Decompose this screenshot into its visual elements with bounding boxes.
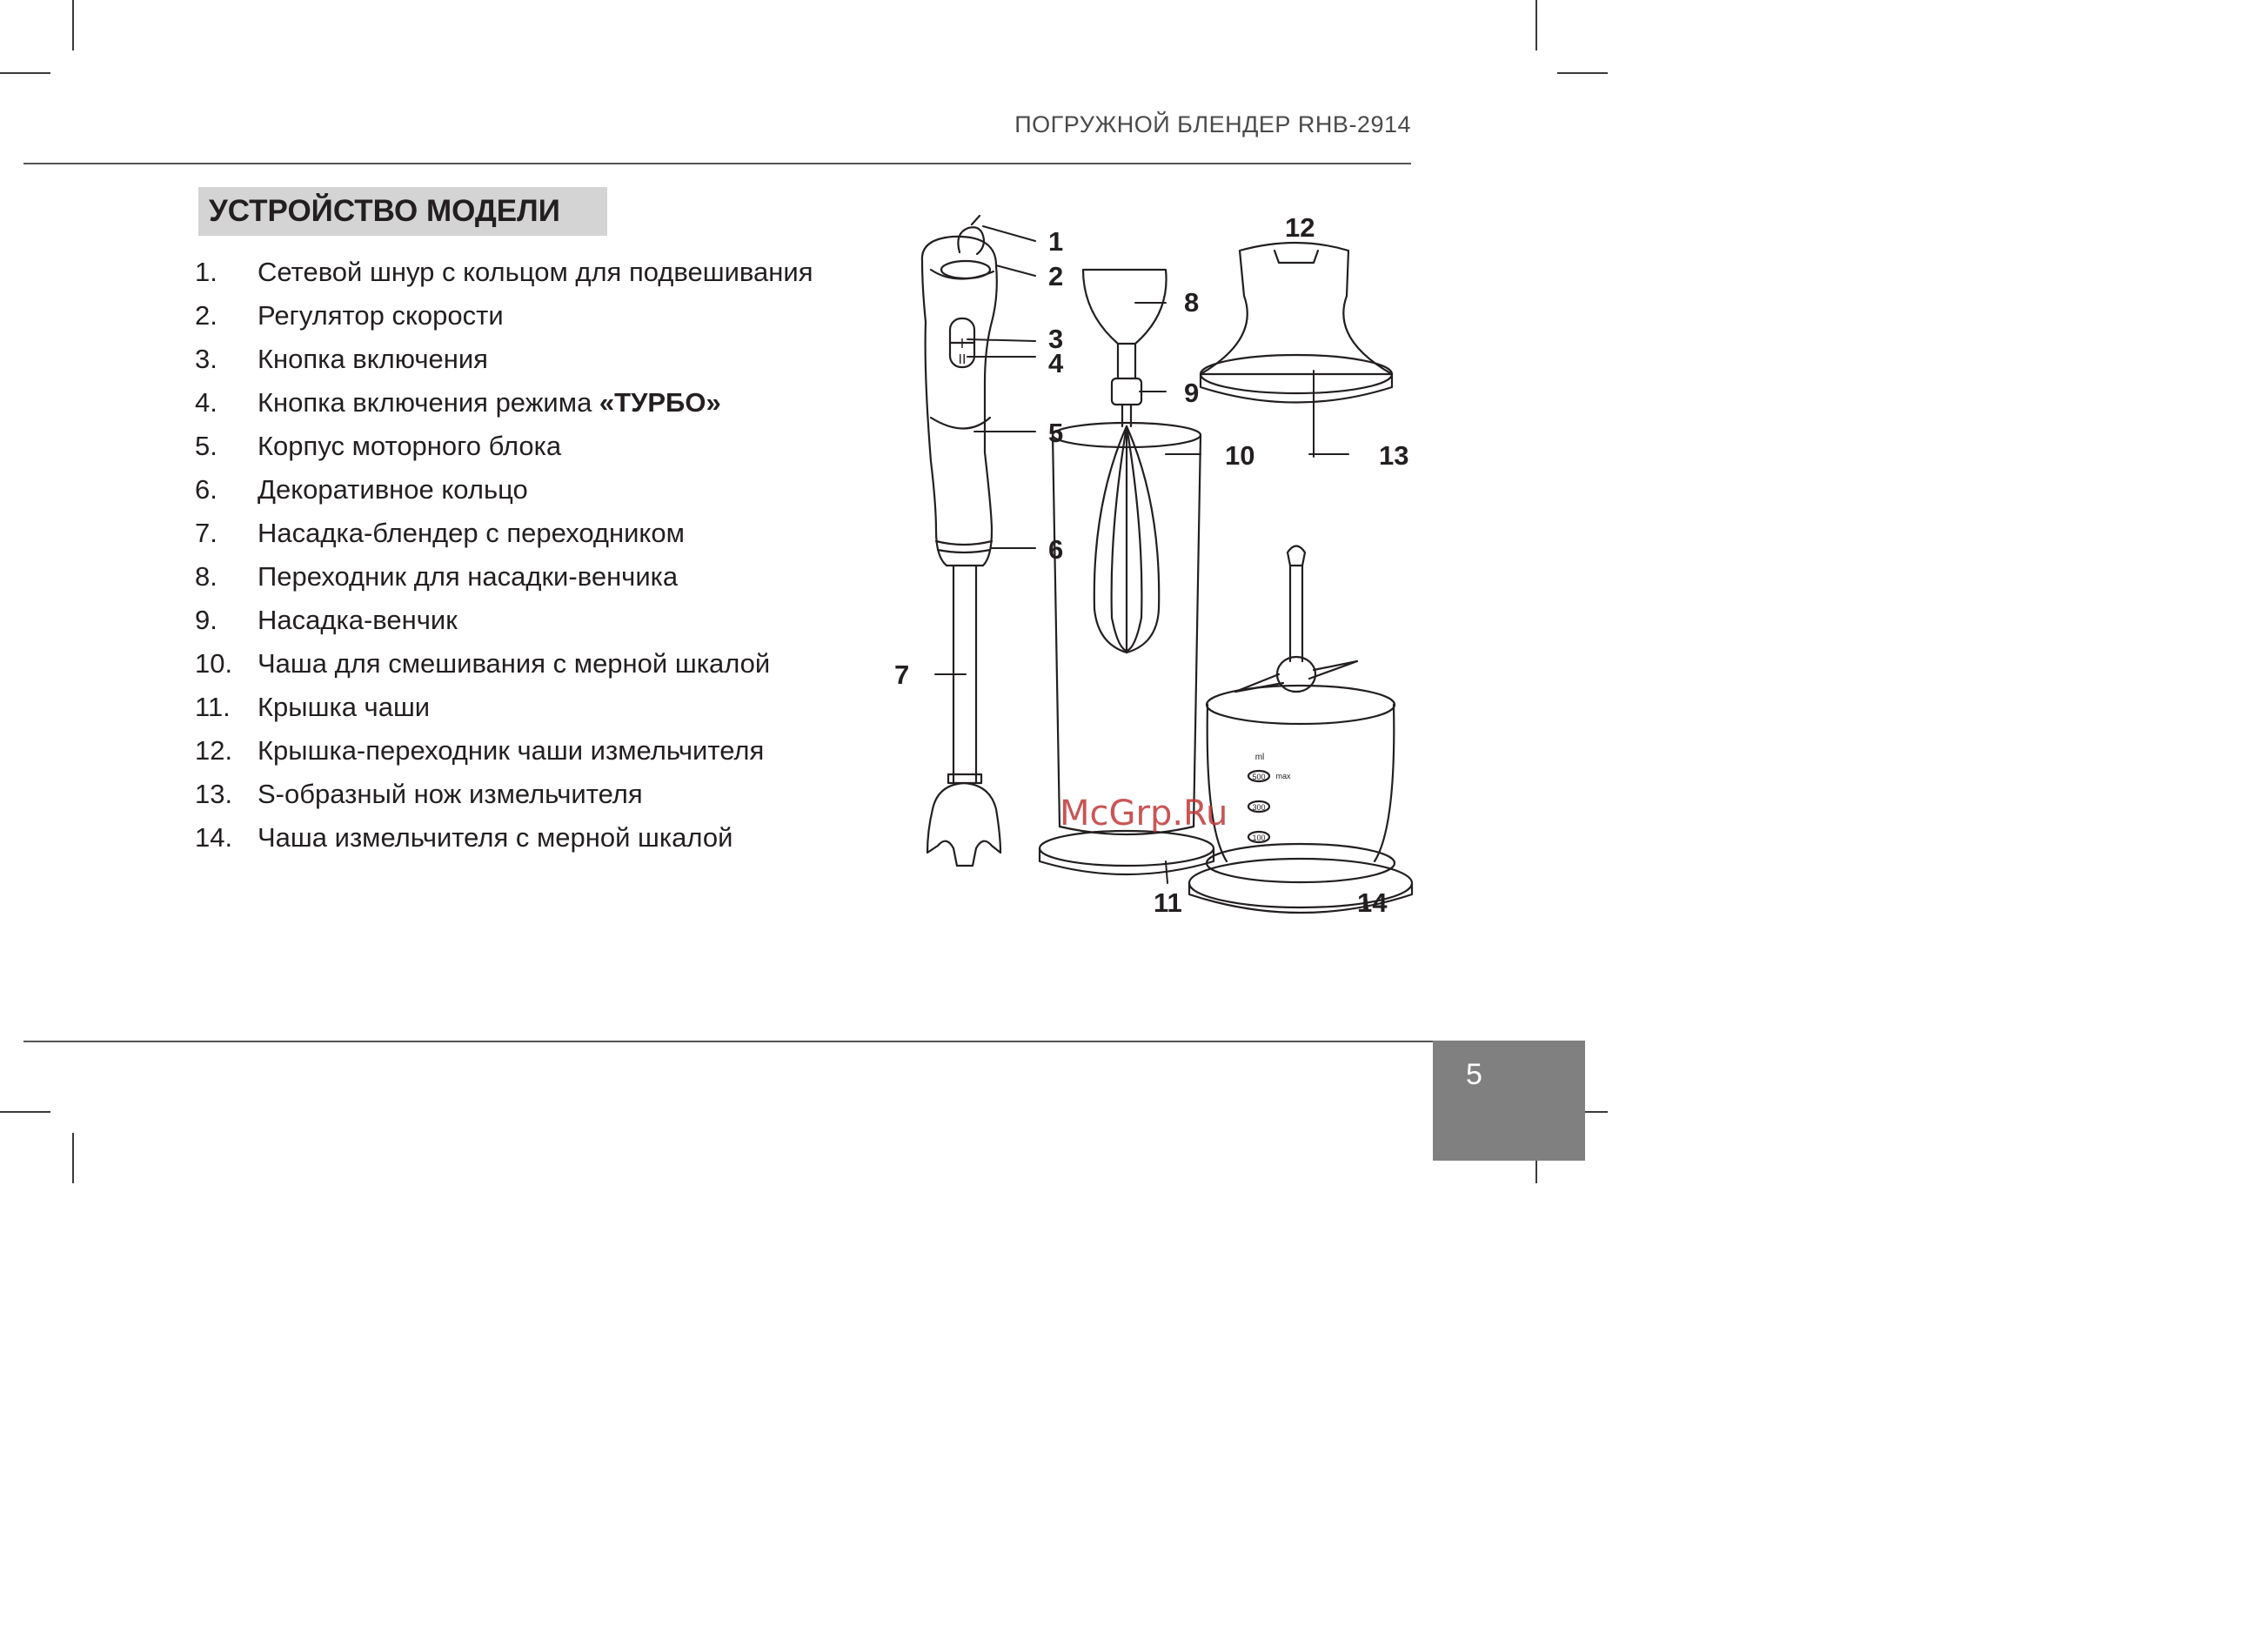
crop-mark (0, 1111, 50, 1113)
callout-11: 11 (1154, 887, 1182, 918)
callout-8: 8 (1184, 287, 1200, 318)
part-label (258, 381, 721, 425)
crop-mark (72, 1133, 74, 1183)
part-label-text: Крышка чаши (258, 692, 431, 722)
part-number: 5. (195, 431, 217, 461)
watermark: McGrp.Ru (1060, 793, 1228, 834)
callout-7: 7 (894, 660, 910, 690)
callout-4: 4 (1048, 348, 1064, 378)
part-label-text: Переходник для насадки-венчика (258, 561, 679, 592)
part-label-text: Насадка-венчик (258, 605, 458, 635)
scale-mark-500: 500 (1252, 773, 1266, 781)
part-number: 11. (195, 692, 231, 722)
part-label-text: Насадка-блендер с переходником (258, 518, 685, 548)
part-number: 4. (195, 387, 217, 418)
part-number: 7. (195, 518, 217, 548)
running-header: ПОГРУЖНОЙ БЛЕНДЕР RHB-2914 (1014, 111, 1411, 137)
part-label (258, 729, 764, 773)
callout-13: 13 (1379, 440, 1409, 471)
scale-mark-max: max (1275, 772, 1291, 780)
part-number: 13. (195, 779, 233, 809)
part-label-text: Регулятор скорости (258, 300, 504, 331)
part-number: 14. (195, 822, 233, 853)
button-mark-on: I (960, 337, 965, 352)
hand-blender-illustration (922, 216, 1000, 866)
s-blade-illustration (1235, 546, 1357, 693)
part-label (258, 512, 685, 555)
scale-mark-100: 100 (1252, 834, 1266, 842)
scale-mark-300: 300 (1252, 803, 1266, 812)
part-label-text: Кнопка включения режима (258, 387, 599, 418)
part-label-text: Чаша для смешивания с мерной шкалой (258, 648, 771, 679)
footer-rule (23, 1041, 1433, 1042)
crop-mark (0, 72, 50, 74)
part-number: 9. (195, 605, 217, 635)
part-number: 6. (195, 474, 217, 505)
callout-10: 10 (1225, 440, 1255, 471)
part-label (258, 425, 561, 468)
button-mark-turbo: II (958, 352, 967, 367)
part-number: 12. (195, 735, 233, 766)
part-label-text: Чаша измельчителя с мерной шкалой (258, 822, 733, 853)
callout-5: 5 (1048, 418, 1064, 448)
part-label (258, 599, 458, 642)
part-label (258, 294, 504, 338)
part-label (258, 338, 488, 381)
crop-mark (72, 0, 74, 50)
scale-unit: ml (1254, 753, 1265, 762)
part-label-text: Декоративное кольцо (258, 474, 528, 505)
callout-9: 9 (1184, 378, 1200, 408)
part-label-text: Крышка-переходник чаши измельчителя (258, 735, 765, 766)
part-label (258, 251, 813, 294)
part-label (258, 773, 643, 816)
section-title: УСТРОЙСТВО МОДЕЛИ (198, 187, 607, 236)
part-label-text: Кнопка включения (258, 344, 488, 374)
callout-2: 2 (1048, 261, 1064, 291)
header-rule (23, 163, 1411, 164)
callout-12: 12 (1285, 212, 1315, 243)
callout-6: 6 (1048, 534, 1064, 565)
part-label-text: Сетевой шнур с кольцом для подвешивания (258, 257, 813, 287)
device-diagram (870, 200, 1462, 931)
crop-mark (1557, 72, 1608, 74)
part-number: 8. (195, 561, 217, 592)
callout-14: 14 (1357, 887, 1388, 918)
part-label-text: Корпус моторного блока (258, 431, 562, 461)
part-label-emphasis: «ТУРБО» (599, 387, 721, 418)
part-label (258, 816, 733, 860)
part-number: 3. (195, 344, 217, 374)
callout-1: 1 (1048, 226, 1064, 257)
part-label (258, 686, 430, 729)
part-label (258, 468, 528, 512)
crop-mark (1535, 0, 1537, 50)
page-number: 5 (1466, 1058, 1482, 1091)
part-label-text: S-образный нож измельчителя (258, 779, 643, 809)
part-label (258, 555, 678, 599)
part-number: 2. (195, 300, 217, 331)
page-tab (1433, 1041, 1585, 1161)
whisk-adapter-illustration (1083, 270, 1167, 426)
part-label (258, 642, 770, 686)
chopper-lid-illustration (1201, 243, 1392, 403)
part-number: 10. (195, 648, 233, 679)
part-number: 1. (195, 257, 217, 287)
callout-3: 3 (1048, 324, 1064, 354)
